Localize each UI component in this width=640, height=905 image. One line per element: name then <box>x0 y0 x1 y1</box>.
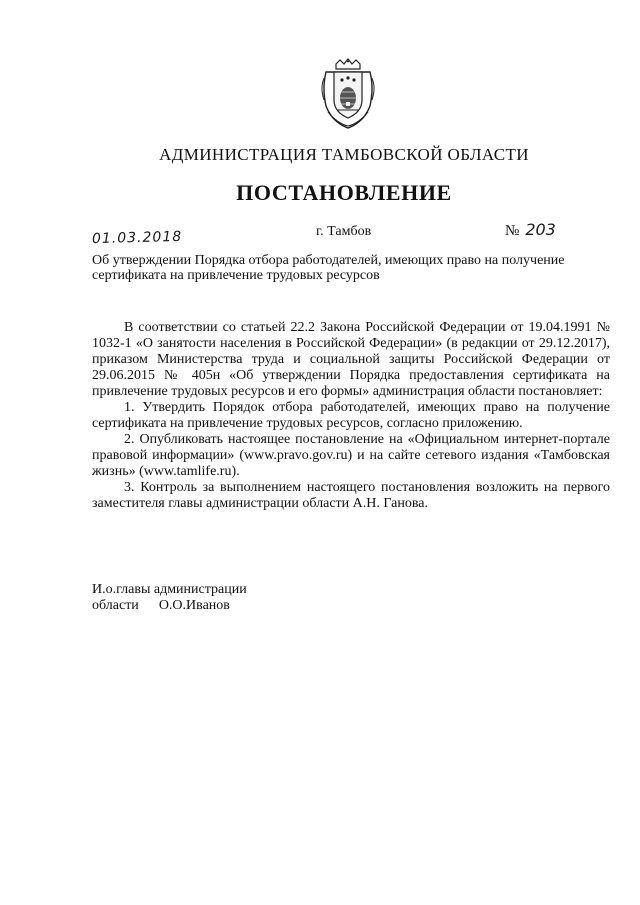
body-preamble: В соответствии со статьей 22.2 Закона Российской Федерации от 19.04.1991 № 1032-1 «О занятости населения в Российской Федерации» (в редакции от 29.12.2017), приказом Министерства труда и социальной защиты Российской Федерации от 29.06.2015 № 405н «Об утверждении Порядка предоставления сертификата на привлечение трудовых ресурсов и его формы» администрация области постановляет: <box>92 320 610 399</box>
signatory-name: О.О.Иванов <box>158 598 230 613</box>
document-type-title: ПОСТАНОВЛЕНИЕ <box>236 180 452 205</box>
body-item-2: 2. Опубликовать настоящее постановление на «Официальном интернет-портале правовой информации» (www.pravo.gov.ru) и на сайте сетевого издания «Тамбовская жизнь» (www.tamlife.ru). <box>92 432 610 479</box>
signature-title-cont: области <box>92 598 139 613</box>
number-value: 203 <box>525 220 556 239</box>
subject-line-1: Об утверждении Порядка отбора работодателей, имеющих право на получение <box>92 253 565 268</box>
organization-name: АДМИНИСТРАЦИЯ ТАМБОВСКОЙ ОБЛАСТИ <box>159 145 529 164</box>
document-date: 01.03.2018 <box>91 228 183 248</box>
body-item-1: 1. Утвердить Порядок отбора работодателей, имеющих право на получение сертификата на привлечение трудовых ресурсов, согласно приложению. <box>92 400 610 431</box>
document-number <box>505 220 556 240</box>
document-body <box>92 320 610 512</box>
coat-of-arms-emblem <box>318 58 378 130</box>
subject-line-2: сертификата на привлечение трудовых ресурсов <box>92 268 380 283</box>
document-subject <box>92 253 612 283</box>
body-item-3: 3. Контроль за выполнением настоящего постановления возложить на первого заместителя главы администрации области А.Н. Ганова. <box>92 480 610 511</box>
document-city: г. Тамбов <box>316 224 372 239</box>
signature-name-line <box>92 598 247 614</box>
signature-title-line: И.о.главы администрации <box>92 582 247 597</box>
signature-block <box>92 582 247 614</box>
number-sign: № <box>505 223 520 239</box>
